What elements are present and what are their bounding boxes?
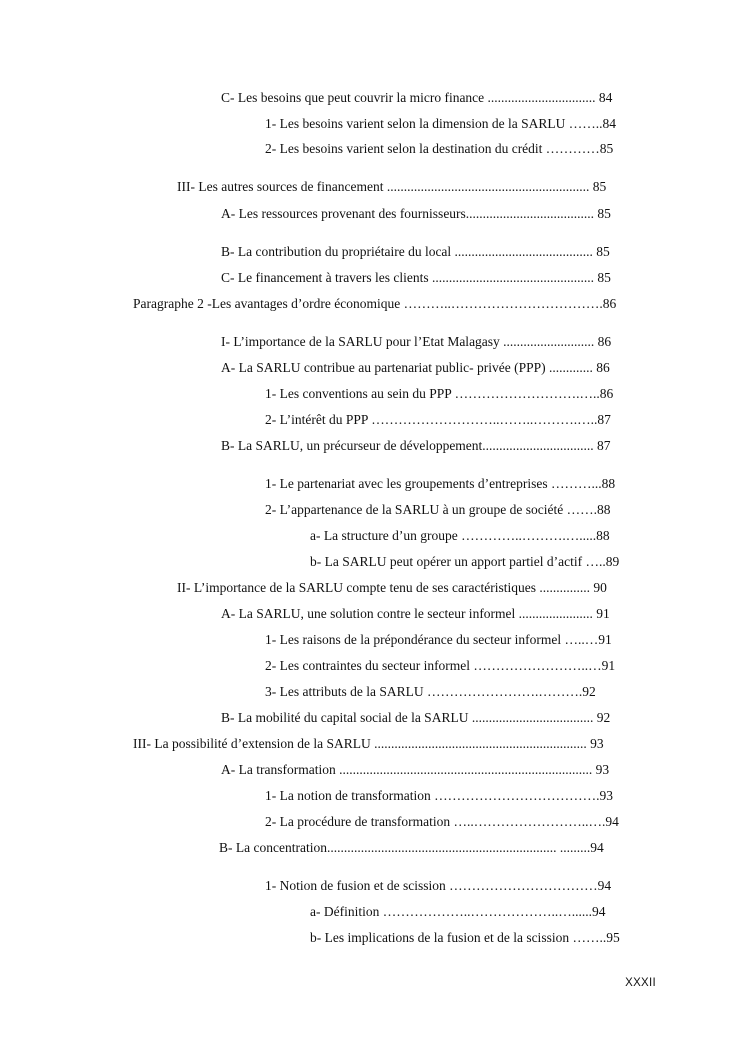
toc-line: II- L’importance de la SARLU compte tenu de ses caractéristiques ............... 90 [177, 580, 607, 595]
toc-line: 2- Les besoins varient selon la destination du crédit …………85 [265, 141, 614, 156]
toc-line: B- La concentration.................................................................... .........94 [219, 840, 604, 855]
toc-line: III- Les autres sources de financement ............................................................ 85 [177, 179, 607, 194]
toc-line: 1- Notion de fusion et de scission ……………………………94 [265, 878, 612, 893]
toc-line: 2- L’intérêt du PPP ………………………..……..……….…..87 [265, 412, 611, 427]
toc-line: A- La SARLU, une solution contre le secteur informel ...................... 91 [221, 606, 610, 621]
toc-line: A- Les ressources provenant des fournisseurs...................................... 85 [221, 206, 611, 221]
toc-line: 1- La notion de transformation ……………………………….93 [265, 788, 613, 803]
toc-line: 2- L’appartenance de la SARLU à un groupe de société …….88 [265, 502, 611, 517]
toc-line: B- La SARLU, un précurseur de développement................................. 87 [221, 438, 611, 453]
toc-line: 1- Les raisons de la prépondérance du secteur informel …..…91 [265, 632, 612, 647]
toc-line: 1- Le partenariat avec les groupements d’entreprises ………...88 [265, 476, 616, 491]
toc-line: A- La SARLU contribue au partenariat public- privée (PPP) ............. 86 [221, 360, 610, 375]
toc-line: B- La contribution du propriétaire du local ......................................... 85 [221, 244, 610, 259]
toc-line: A- La transformation ........................................................................... 93 [221, 762, 610, 777]
page-number: XXXII [625, 977, 656, 989]
toc-line: b- La SARLU peut opérer un apport partiel d’actif …..89 [310, 554, 620, 569]
toc-line: 1- Les conventions au sein du PPP ……………………….…..86 [265, 386, 614, 401]
toc-line: a- Définition ………………..………………..…......94 [310, 904, 606, 919]
toc-line: b- Les implications de la fusion et de la scission ……..95 [310, 930, 620, 945]
toc-line: C- Les besoins que peut couvrir la micro finance ................................ 84 [221, 90, 613, 105]
toc-line: 1- Les besoins varient selon la dimension de la SARLU ……..84 [265, 116, 616, 131]
toc-line: 2- La procédure de transformation …..……………………..….94 [265, 814, 619, 829]
toc-line: C- Le financement à travers les clients ................................................ 85 [221, 270, 611, 285]
toc-line: 2- Les contraintes du secteur informel ……………………..…91 [265, 658, 616, 673]
toc-line: I- L’importance de la SARLU pour l’Etat Malagasy ........................... 86 [221, 334, 612, 349]
toc-line: III- La possibilité d’extension de la SARLU ............................................................... 93 [133, 736, 604, 751]
toc-line: a- La structure d’un groupe …………..……….….....88 [310, 528, 610, 543]
toc-line: 3- Les attributs de la SARLU …………………….……….92 [265, 684, 596, 699]
toc-line: Paragraphe 2 -Les avantages d’ordre économique ………..…………………………….86 [133, 296, 617, 311]
toc-line: B- La mobilité du capital social de la SARLU .................................... 92 [221, 710, 611, 725]
